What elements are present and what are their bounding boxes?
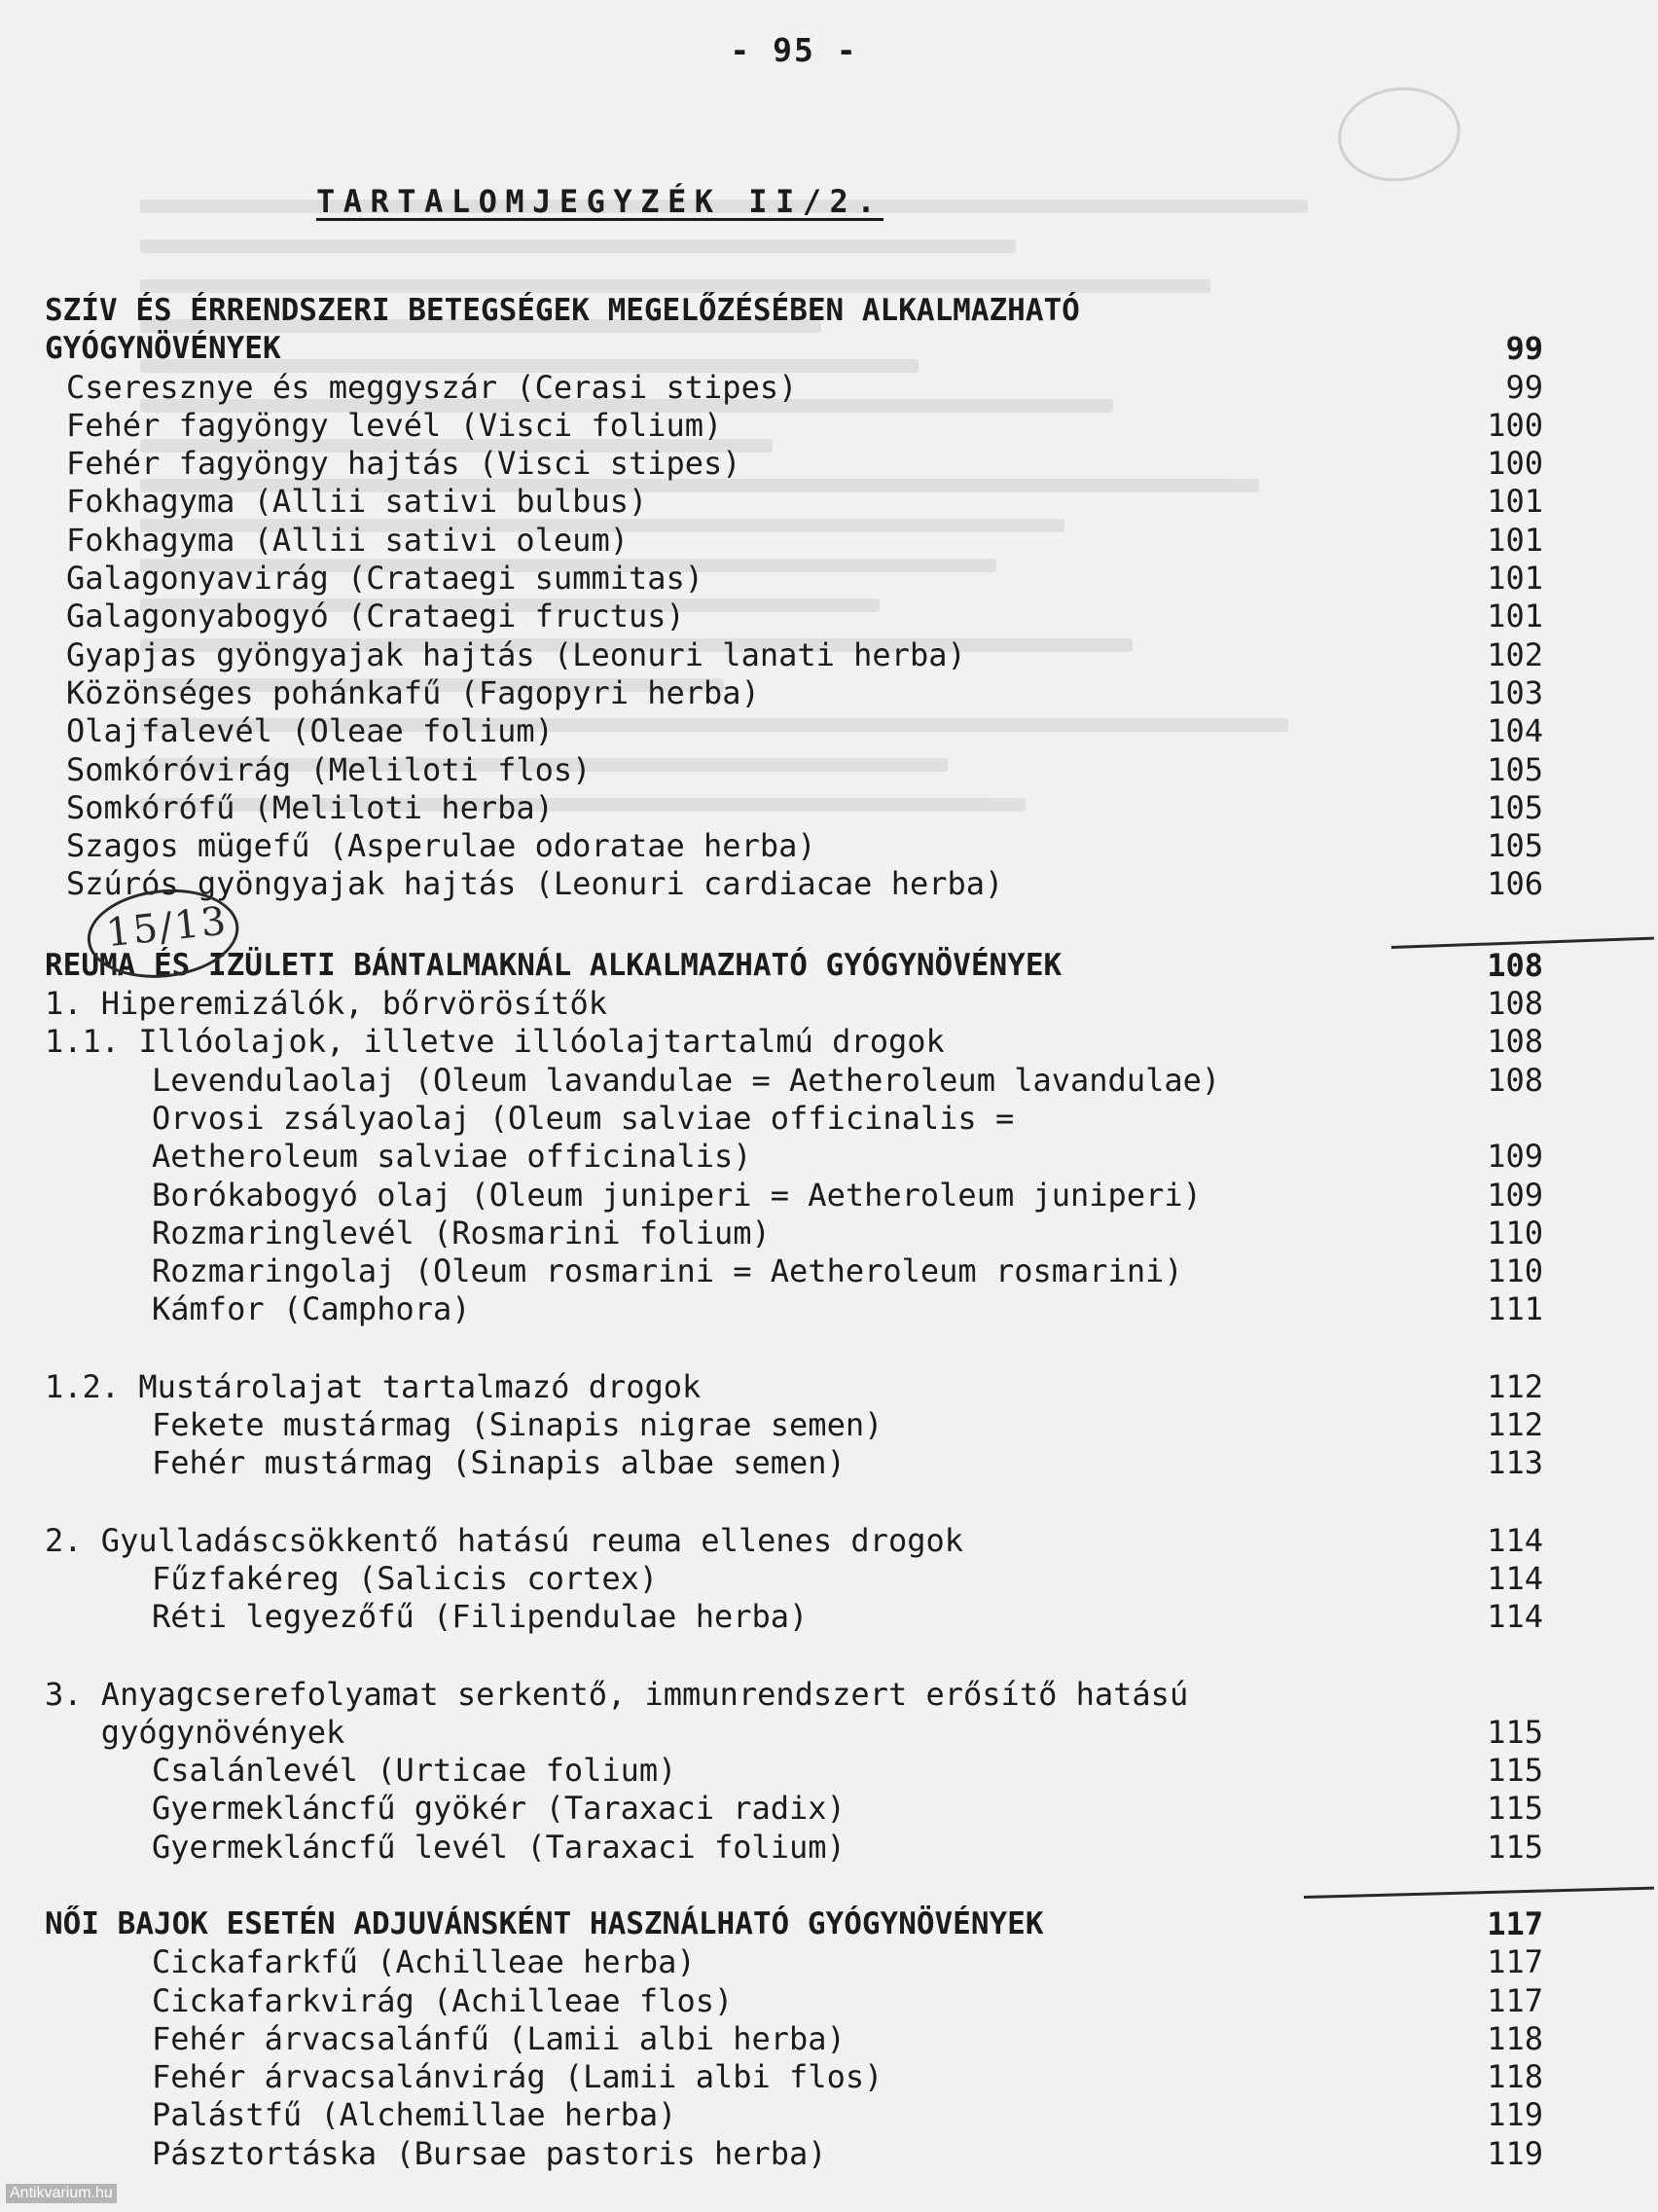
- toc-entry-text: NŐI BAJOK ESETÉN ADJUVÁNSKÉNT HASZNÁLHATÓ GYÓGYNÖVÉNYEK: [45, 1905, 1044, 1941]
- toc-entry-page: 111: [1487, 1290, 1543, 1328]
- toc-entry-text: 1.1. Illóolajok, illetve illóolajtartalmú drogok: [45, 1023, 945, 1061]
- toc-entry-page: 119: [1487, 2134, 1543, 2172]
- toc-entry: [45, 445, 1543, 483]
- toc-entry: [45, 522, 1543, 560]
- toc-entry: [45, 985, 1543, 1023]
- toc-entry: [45, 1444, 1543, 1482]
- toc-entry-page: 115: [1487, 1790, 1543, 1828]
- toc-entry-text: Csalánlevél (Urticae folium): [152, 1752, 677, 1790]
- toc-entry-text: Közönséges pohánkafű (Fagopyri herba): [66, 673, 760, 711]
- handwritten-note-text: 15/13: [103, 898, 231, 957]
- toc-entry-text: Somkóróvirág (Meliloti flos): [66, 750, 592, 788]
- toc-entry-text: Aetheroleum salviae officinalis): [152, 1138, 752, 1176]
- toc-section: [45, 1368, 1543, 1483]
- toc-entry-page: 105: [1487, 827, 1543, 865]
- toc-entry: [45, 674, 1543, 712]
- page-number: - 95 -: [730, 31, 858, 69]
- toc-entry: [45, 1560, 1543, 1598]
- toc-entry: [45, 560, 1543, 598]
- toc-entry: [45, 1290, 1543, 1328]
- toc-entry: [45, 1943, 1543, 1981]
- toc-entry-text: Fekete mustármag (Sinapis nigrae semen): [152, 1406, 883, 1444]
- toc-entry-text: Fehér árvacsalánfű (Lamii albi herba): [152, 2019, 846, 2057]
- toc-entry: [45, 1252, 1543, 1290]
- toc-entry-page: 108: [1487, 1023, 1543, 1061]
- toc-entry-page: 108: [1487, 946, 1543, 984]
- toc-entry: [45, 827, 1543, 865]
- toc-entry-page: 105: [1487, 788, 1543, 826]
- toc-entry: [45, 483, 1543, 521]
- toc-entry: [45, 751, 1543, 789]
- toc-entry: [45, 1062, 1543, 1100]
- toc-entry: [45, 865, 1543, 903]
- toc-entry-page: 112: [1487, 1367, 1543, 1405]
- toc-entry: [45, 2096, 1543, 2134]
- toc-entry-page: 115: [1487, 1752, 1543, 1790]
- toc-entry-page: 101: [1487, 483, 1543, 521]
- toc-entry-page: 109: [1487, 1176, 1543, 1214]
- toc-entry: [45, 369, 1543, 407]
- toc-entry-text: Gyermekláncfű gyökér (Taraxaci radix): [152, 1790, 846, 1828]
- toc-entry-text: Borókabogyó olaj (Oleum juniperi = Aetheroleum juniperi): [152, 1176, 1202, 1214]
- toc-entry-text: Orvosi zsályaolaj (Oleum salviae officinalis =: [152, 1099, 1015, 1137]
- toc-entry: [45, 1406, 1543, 1444]
- toc-section: [45, 1905, 1543, 2173]
- toc-entry-text: 3. Anyagcserefolyamat serkentő, immunrendszert erősítő hatású: [45, 1675, 1189, 1713]
- toc-entry-text: Cseresznye és meggyszár (Cerasi stipes): [66, 368, 798, 406]
- section-heading: [45, 330, 1543, 368]
- toc-entry-text: Rozmaringlevél (Rosmarini folium): [152, 1214, 771, 1251]
- toc-entry-page: 100: [1487, 445, 1543, 483]
- section-heading: [45, 947, 1543, 985]
- toc-entry-text: Fehér fagyöngy levél (Visci folium): [66, 406, 723, 444]
- toc-entry-text: Pásztortáska (Bursae pastoris herba): [152, 2134, 827, 2172]
- toc-entry: [45, 1790, 1543, 1828]
- toc-entry-page: 117: [1487, 1981, 1543, 2019]
- toc-entry-page: 118: [1487, 2019, 1543, 2057]
- toc-entry-page: 110: [1487, 1252, 1543, 1290]
- toc-entry: [45, 1100, 1543, 1138]
- toc-entry-page: 115: [1487, 1828, 1543, 1866]
- toc-entry-page: 113: [1487, 1444, 1543, 1482]
- toc-entry-text: Gyermekláncfű levél (Taraxaci folium): [152, 1828, 846, 1866]
- toc-entry-text: 1.2. Mustárolajat tartalmazó drogok: [45, 1367, 702, 1405]
- toc-entry-page: 101: [1487, 560, 1543, 598]
- toc-entry: [45, 1752, 1543, 1790]
- toc-entry-text: Fokhagyma (Allii sativi oleum): [66, 521, 629, 559]
- toc-entry-text: Cickafarkfű (Achilleae herba): [152, 1943, 696, 1981]
- toc-entry-page: 114: [1487, 1598, 1543, 1636]
- toc-entry-page: 101: [1487, 521, 1543, 559]
- toc-entry-page: 112: [1487, 1406, 1543, 1444]
- toc-entry-page: 109: [1487, 1138, 1543, 1176]
- toc-entry-text: Fehér fagyöngy hajtás (Visci stipes): [66, 445, 741, 483]
- toc-entry-text: Kámfor (Camphora): [152, 1290, 471, 1328]
- toc-entry: [45, 1829, 1543, 1867]
- toc-entry-page: 119: [1487, 2096, 1543, 2134]
- toc-entry: [45, 1023, 1543, 1061]
- toc-entry-text: Galagonyabogyó (Crataegi fructus): [66, 598, 685, 635]
- toc-section: [45, 1522, 1543, 1637]
- toc-entry: [45, 2058, 1543, 2096]
- page-title: TARTALOMJEGYZÉK II/2.: [316, 183, 884, 220]
- toc-section: [45, 947, 1543, 1329]
- toc-entry-text: Szagos mügefű (Asperulae odoratae herba): [66, 827, 816, 865]
- toc-entry-page: 115: [1487, 1713, 1543, 1751]
- toc-section: [45, 292, 1543, 904]
- toc-entry-text: Gyapjas gyöngyajak hajtás (Leonuri lanati herba): [66, 635, 966, 673]
- toc-entry-text: SZÍV ÉS ÉRRENDSZERI BETEGSÉGEK MEGELŐZÉSÉBEN ALKALMAZHATÓ: [45, 293, 1080, 328]
- toc-entry-page: 114: [1487, 1521, 1543, 1559]
- toc-entry: [45, 1522, 1543, 1560]
- toc-entry-text: Palástfű (Alchemillae herba): [152, 2096, 677, 2134]
- toc-entry-text: Galagonyavirág (Crataegi summitas): [66, 560, 704, 598]
- toc-entry-text: Fehér árvacsalánvirág (Lamii albi flos): [152, 2058, 883, 2096]
- toc-entry-page: 103: [1487, 673, 1543, 711]
- toc-entry: [45, 1714, 1543, 1752]
- toc-entry: [45, 1676, 1543, 1714]
- toc-entry-page: 114: [1487, 1559, 1543, 1597]
- toc-entry-text: Szúrós gyöngyajak hajtás (Leonuri cardiacae herba): [66, 865, 1004, 903]
- faint-circle-mark: [1332, 80, 1466, 190]
- toc-entry-text: 2. Gyulladáscsökkentő hatású reuma ellenes drogok: [45, 1521, 964, 1559]
- toc-entry-text: Rozmaringolaj (Oleum rosmarini = Aetheroleum rosmarini): [152, 1252, 1183, 1290]
- table-of-contents: [45, 292, 1543, 2212]
- toc-entry-text: Somkórófű (Meliloti herba): [66, 788, 554, 826]
- toc-entry-text: Réti legyezőfű (Filipendulae herba): [152, 1598, 809, 1636]
- toc-entry-page: 106: [1487, 865, 1543, 903]
- toc-entry-text: gyógynövények: [45, 1713, 345, 1751]
- toc-entry-text: Fűzfakéreg (Salicis cortex): [152, 1559, 659, 1597]
- toc-entry-text: Fehér mustármag (Sinapis albae semen): [152, 1444, 846, 1482]
- toc-entry-page: 105: [1487, 750, 1543, 788]
- toc-entry: [45, 712, 1543, 750]
- toc-entry: [45, 407, 1543, 445]
- toc-entry: [45, 1138, 1543, 1176]
- toc-entry-page: 102: [1487, 635, 1543, 673]
- toc-entry-text: Olajfalevél (Oleae folium): [66, 712, 554, 750]
- toc-entry: [45, 1215, 1543, 1252]
- handwritten-note: [90, 886, 244, 988]
- toc-entry-text: GYÓGYNÖVÉNYEK: [45, 331, 281, 367]
- toc-entry-text: Levendulaolaj (Oleum lavandulae = Aetheroleum lavandulae): [152, 1061, 1221, 1099]
- watermark: Antikvarium.hu: [6, 2184, 117, 2203]
- toc-entry: [45, 2020, 1543, 2058]
- toc-entry-page: 99: [1505, 368, 1543, 406]
- toc-entry-page: 118: [1487, 2058, 1543, 2096]
- toc-entry-page: 117: [1487, 1904, 1543, 1942]
- toc-entry-text: REUMA ÉS IZÜLETI BÁNTALMAKNÁL ALKALMAZHATÓ GYÓGYNÖVÉNYEK: [45, 947, 1063, 983]
- toc-entry-text: Cickafarkvirág (Achilleae flos): [152, 1981, 734, 2019]
- toc-entry-page: 110: [1487, 1214, 1543, 1251]
- toc-entry: [45, 1368, 1543, 1406]
- toc-entry-page: 104: [1487, 712, 1543, 750]
- toc-entry-page: 108: [1487, 985, 1543, 1023]
- toc-entry-page: 99: [1505, 330, 1543, 368]
- toc-entry: [45, 1177, 1543, 1215]
- toc-entry: [45, 1982, 1543, 2020]
- toc-entry-text: 1. Hiperemizálók, bőrvörösítők: [45, 985, 607, 1023]
- toc-entry-page: 108: [1487, 1061, 1543, 1099]
- toc-section: [45, 1676, 1543, 1867]
- section-heading: [45, 1905, 1543, 1943]
- section-heading: [45, 292, 1543, 330]
- toc-entry: [45, 598, 1543, 635]
- toc-entry: [45, 1598, 1543, 1636]
- toc-entry: [45, 789, 1543, 827]
- toc-entry: [45, 2135, 1543, 2173]
- toc-entry-page: 100: [1487, 406, 1543, 444]
- toc-entry-text: Fokhagyma (Allii sativi bulbus): [66, 483, 648, 521]
- toc-entry-page: 101: [1487, 598, 1543, 635]
- toc-entry: [45, 636, 1543, 674]
- toc-entry-page: 117: [1487, 1943, 1543, 1981]
